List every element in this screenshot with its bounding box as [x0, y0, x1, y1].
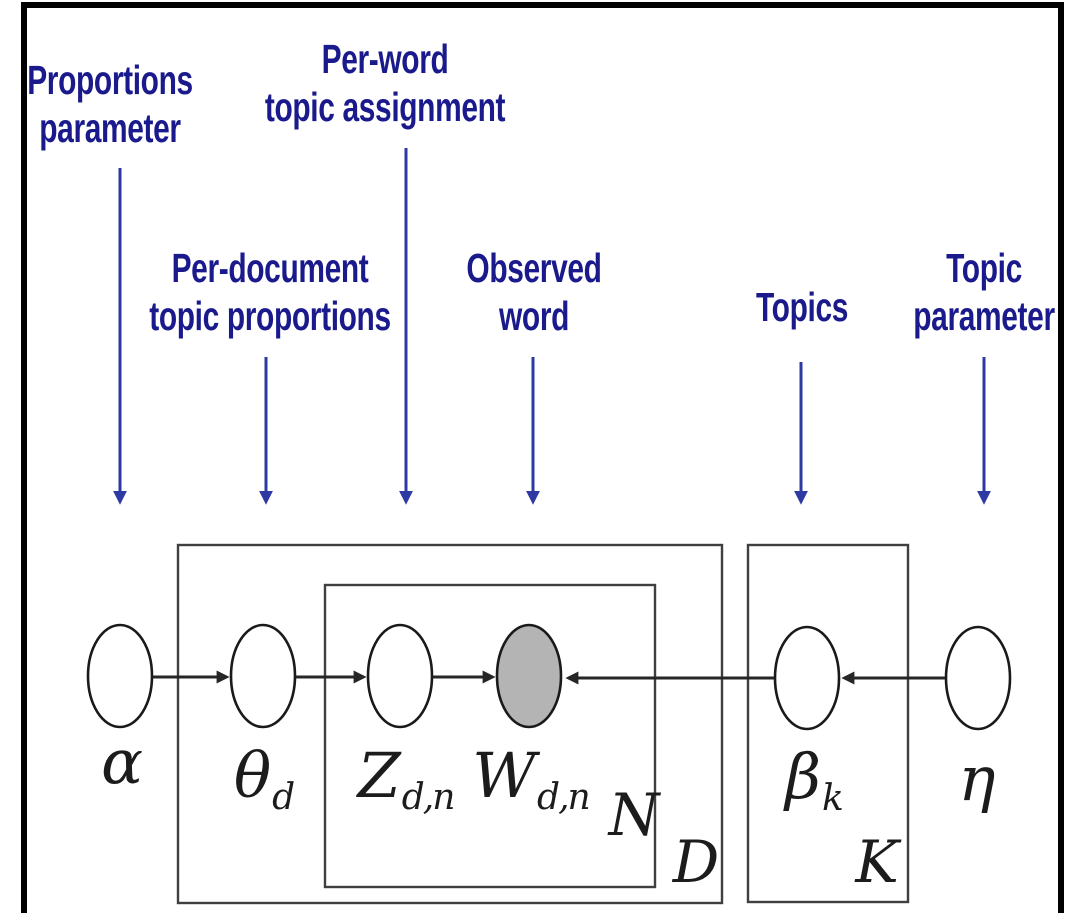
- label-line: Per-word: [321, 36, 449, 82]
- label-line: Topic: [946, 245, 1022, 291]
- label-topics: [756, 283, 848, 331]
- label-line: parameter: [913, 293, 1055, 339]
- symbol: η: [958, 742, 996, 815]
- symbol: α: [101, 725, 143, 798]
- label-line: word: [498, 293, 570, 339]
- symbol: W: [472, 739, 537, 812]
- plate-label-K: K: [855, 828, 899, 896]
- node-label-w-dn: [472, 739, 589, 818]
- symbol-subscript: k: [822, 778, 842, 819]
- node-label-z-dn: [357, 739, 454, 818]
- node-eta: [946, 627, 1010, 729]
- symbol-subscript: d: [272, 777, 294, 818]
- label-per-word-topic-assignment: [265, 35, 505, 131]
- node-theta-d: [231, 625, 295, 727]
- node-beta-k: [775, 627, 839, 729]
- node-label-beta-k: [785, 740, 842, 819]
- label-topic-parameter: [913, 244, 1054, 340]
- symbol: θ: [233, 739, 272, 812]
- label-line: topic proportions: [149, 293, 391, 339]
- node-w-dn: [497, 625, 561, 727]
- plate-N-box: [325, 585, 655, 887]
- plate-label-D: D: [672, 828, 720, 896]
- label-line: Topics: [755, 284, 849, 330]
- node-alpha: [88, 625, 152, 727]
- node-label-eta: [958, 743, 995, 816]
- label-line: topic assignment: [264, 84, 506, 130]
- node-label-theta-d: [233, 739, 294, 818]
- plate-label-N: N: [608, 781, 660, 849]
- label-proportions-parameter: [27, 56, 193, 152]
- label-line: parameter: [39, 105, 181, 151]
- symbol: Z: [357, 739, 401, 812]
- symbol: β: [785, 740, 822, 813]
- label-line: Per-document: [171, 245, 369, 291]
- label-observed-word: [466, 244, 601, 340]
- label-per-document-topic-proportions: [149, 244, 391, 340]
- node-label-alpha: [101, 726, 143, 799]
- symbol-subscript: d,n: [401, 777, 454, 818]
- label-line: Observed: [466, 245, 602, 291]
- label-line: Proportions: [27, 57, 193, 103]
- node-z-dn: [368, 625, 432, 727]
- symbol-subscript: d,n: [537, 777, 589, 818]
